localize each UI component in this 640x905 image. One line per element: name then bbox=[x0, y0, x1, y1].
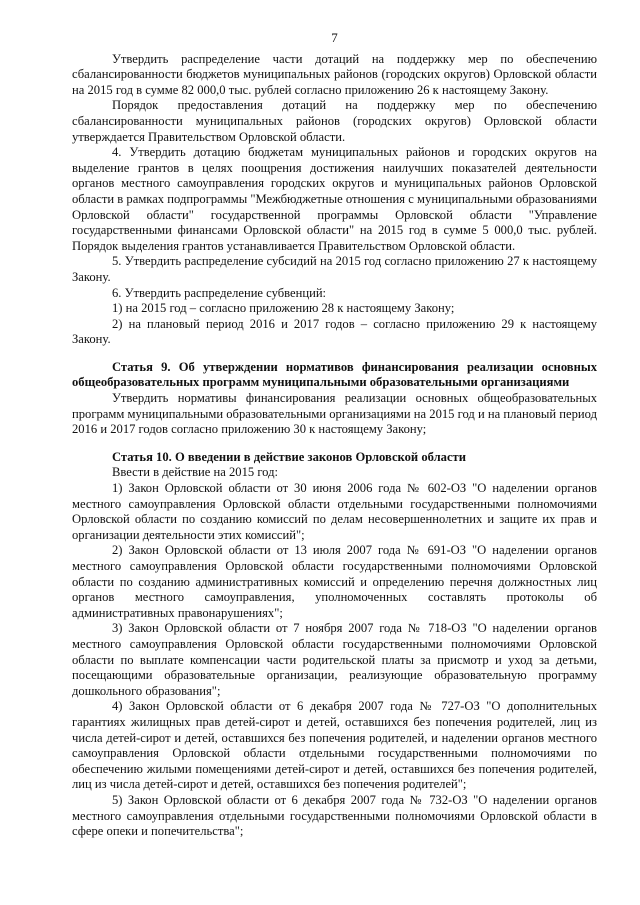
article-10-intro: Ввести в действие на 2015 год: bbox=[112, 465, 279, 480]
article-10-law-3: 3) Закон Орловской области от 7 ноября 2007 года № 718-ОЗ "О наделении органов местного самоуправления Орловской области государственными полномочиями Орловской области по выплате компенсации части родительской платы за присмотр и уход за детьми, посещающими образовательные организации, реализующие образовательную программу дошкольного образования"; bbox=[72, 621, 597, 698]
paragraph-item-6-2: 2) на плановый период 2016 и 2017 годов – согласно приложению 29 к настоящему Закону. bbox=[72, 316, 597, 347]
article-10-law-1: 1) Закон Орловской области от 30 июня 2006 года № 602-ОЗ "О наделении органов местного самоуправления Орловской области отдельными государственными полномочиями Орловской области по созданию комиссий по делам несовершеннолетних и защите их прав и организации деятельности этих комиссий"; bbox=[72, 481, 597, 542]
paragraph-item-5: 5. Утвердить распределение субсидий на 2015 год согласно приложению 27 к настоящему Закону. bbox=[72, 254, 597, 284]
paragraph-item-6: 6. Утвердить распределение субвенций: bbox=[112, 285, 327, 300]
paragraph-subsidy-procedure: Порядок предоставления дотаций на поддержку мер по обеспечению сбалансированности муниципальных районов (городских округов) Орловской области утверждается Правительством Орловской области. bbox=[72, 98, 597, 144]
article-9-title: Статья 9. Об утверждении нормативов финансирования реализации основных общеобразовательных программ муниципальными образовательными организациями bbox=[72, 359, 597, 390]
article-10-law-4: 4) Закон Орловской области от 6 декабря 2007 года № 727-ОЗ "О дополнительных гарантиях жилищных прав детей-сирот и детей, оставшихся без попечения родителей, лиц из числа детей-сирот и детей, оставшихся без попечения родителей, и наделении органов местного самоуправления Орловской области отдельными государственными полномочиями по обеспечению жилыми помещениями детей-сирот и детей, оставшихся без попечения родителей, лиц из числа детей-сирот и детей, оставшихся без попечения родителей"; bbox=[72, 699, 597, 792]
document-page bbox=[72, 30, 597, 840]
article-10-law-5: 5) Закон Орловской области от 6 декабря 2007 года № 732-ОЗ "О наделении органов местного самоуправления отдельными государственными полномочиями Орловской области в сфере опеки и попечительства"; bbox=[72, 792, 597, 839]
article-10-title: Статья 10. О введении в действие законов Орловской области bbox=[112, 449, 467, 464]
page-number: 7 bbox=[331, 30, 338, 45]
paragraph-subsidy-distribution: Утвердить распределение части дотаций на поддержку мер по обеспечению сбалансированности бюджетов муниципальных районов (городских округов) Орловской области на 2015 год в сумме 82 000,0 тыс. рублей согласно приложению 26 к настоящему Закону. bbox=[72, 51, 597, 97]
paragraph-item-6-1: 1) на 2015 год – согласно приложению 28 к настоящему Закону; bbox=[112, 301, 455, 316]
article-9-text: Утвердить нормативы финансирования реализации основных общеобразовательных программ муниципальными образовательными организациями на 2015 год и на плановый период 2016 и 2017 годов согласно приложению 30 к настоящему Закону; bbox=[72, 391, 597, 437]
paragraph-item-4: 4. Утвердить дотацию бюджетам муниципальных районов и городских округов на выделение грантов в целях поощрения достижения наилучших показателей деятельности органов местного самоуправления городских округов и муниципальных районов Орловской области в рамках подпрограммы "Межбюджетные отношения с муниципальными образованиями Орловской области" государственной программы Орловской области "Управление государственными финансами Орловской области" на 2015 год в сумме 5 000,0 тыс. рублей. Порядок выделения грантов устанавливается Правительством Орловской области. bbox=[72, 145, 597, 253]
article-10-law-2: 2) Закон Орловской области от 13 июля 2007 года № 691-ОЗ "О наделении органов местного самоуправления Орловской области государственными полномочиями Орловской области по созданию административных комиссий и определению перечня должностных лиц органов местного самоуправления, уполномоченных составлять протоколы об административных правонарушениях"; bbox=[72, 543, 597, 620]
